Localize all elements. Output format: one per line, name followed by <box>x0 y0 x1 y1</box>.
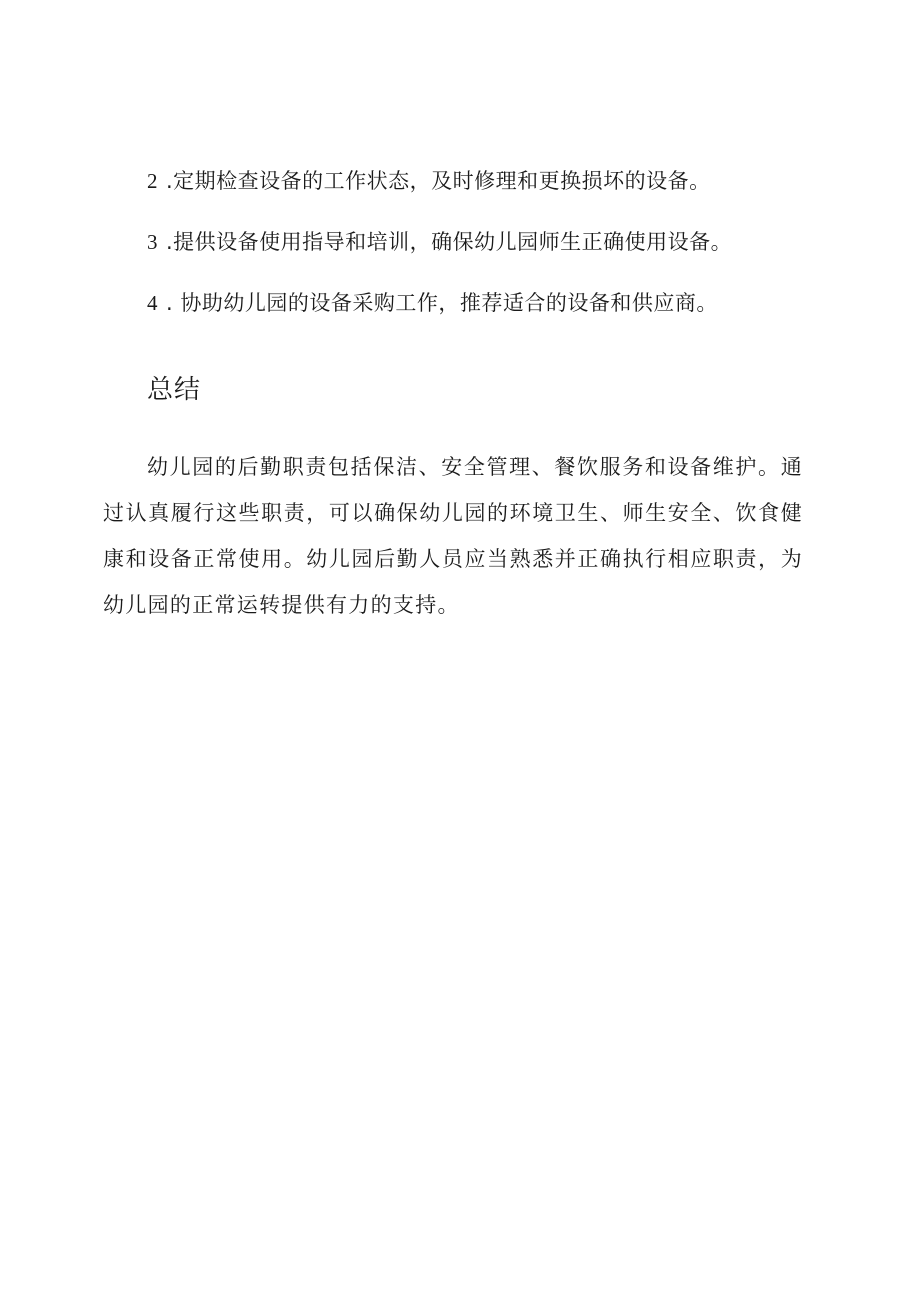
list-item <box>147 288 847 318</box>
summary-paragraph: 幼儿园的后勤职责包括保洁、安全管理、餐饮服务和设备维护。通过认真履行这些职责，可以确保幼儿园的环境卫生、师生安全、饮食健康和设备正常使用。幼儿园后勤人员应当熟悉并正确执行相应职责，为幼儿园的正常运转提供有力的支持。 <box>103 455 803 617</box>
list-item-number: 3 <box>147 230 158 254</box>
equipment-duties-list <box>147 166 847 349</box>
list-item-number: 4 <box>147 291 158 315</box>
list-item-number: 2 <box>147 169 158 193</box>
list-item <box>147 166 847 196</box>
list-item-text: . 协助幼儿园的设备采购工作，推荐适合的设备和供应商。 <box>166 291 718 315</box>
list-item <box>147 227 847 257</box>
summary-heading: 总结 <box>147 375 202 405</box>
list-item-text: .提供设备使用指导和培训，确保幼儿园师生正确使用设备。 <box>166 230 733 254</box>
list-item-text: .定期检查设备的工作状态，及时修理和更换损坏的设备。 <box>166 169 711 193</box>
